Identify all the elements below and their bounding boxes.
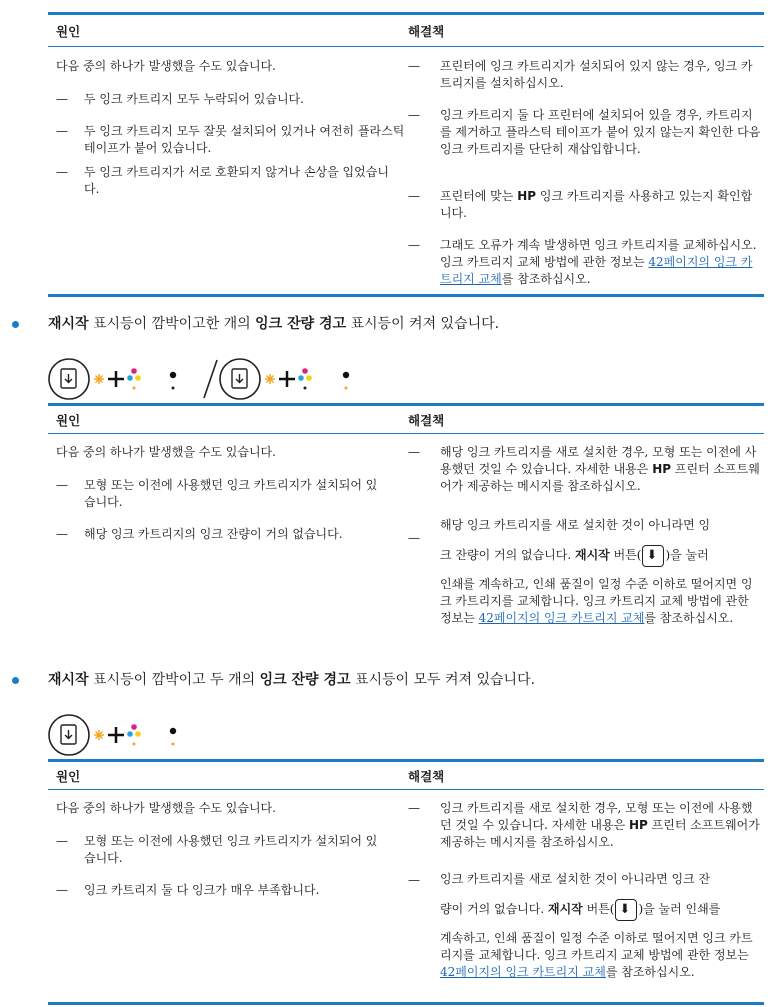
plus-icon	[279, 371, 295, 387]
cause-item: 해당 잉크 카트리지의 잉크 잔량이 거의 없습니다.	[84, 527, 343, 541]
solution-item: 해당 잉크 카트리지를 새로 설치한 경우, 모형 또는 이전에 사용했던 것일 수 있습니다. 자세한 내용은 HP 프린터 소프트웨어가 제공하는 메시지를 참조하십시오.	[440, 445, 760, 493]
dash-icon	[56, 123, 68, 140]
header-solution: 해결책	[408, 24, 445, 39]
dash-icon	[56, 91, 68, 108]
dash-icon	[56, 477, 68, 494]
cause-item: 모형 또는 이전에 사용했던 잉크 카트리지가 설치되어 있습니다.	[84, 834, 378, 865]
dash-icon	[408, 237, 420, 254]
dash-icon	[56, 882, 68, 899]
table-3	[48, 756, 764, 1006]
cause-item: 잉크 카트리지 둘 다 잉크가 매우 부족합니다.	[84, 883, 320, 897]
color-ink-icon	[127, 724, 141, 745]
header-solution: 해결책	[408, 413, 445, 428]
header-rule	[48, 46, 764, 47]
page-link[interactable]: 42페이지의 잉크 카트리지 교체	[440, 965, 606, 979]
solution-item: 잉크 카트리지를 새로 설치한 것이 아니라면 잉크 잔 량이 거의 없습니다. 재시작 버튼(⬇ )을 눌러 인쇄를 계속하고, 인쇄 품질이 일정 수준 이하로 떨어지면 잉크 카트리지를 교체합니다. 잉크 카트리지 교체 방법에 관한 정보는 42페이지의 잉크 카트리지 교체를 참조하십시오.	[440, 864, 762, 981]
cause-item: 모형 또는 이전에 사용했던 잉크 카트리지가 설치되어 있습니다.	[84, 478, 378, 509]
cause-item: 두 잉크 카트리지가 서로 호환되지 않거나 손상을 입었습니다.	[84, 165, 389, 196]
indicator-illustration	[46, 356, 406, 402]
solution-item: 잉크 카트리지를 새로 설치한 경우, 모형 또는 이전에 사용했던 것일 수 있습니다. 자세한 내용은 HP 프린터 소프트웨어가 제공하는 메시지를 참조하십시오.	[440, 801, 760, 849]
bullet	[12, 677, 19, 684]
color-ink-icon	[298, 368, 312, 389]
cause-intro: 다음 중의 하나가 발생했을 수도 있습니다.	[56, 59, 276, 73]
restart-button-icon	[615, 899, 637, 921]
table-top-rule	[48, 12, 764, 15]
blink-burst-icon	[94, 730, 104, 740]
dash-icon	[408, 107, 420, 124]
restart-icon	[220, 359, 260, 399]
solution-item: 프린터에 잉크 카트리지가 설치되어 있지 않는 경우, 잉크 카트리지를 설치하십시오.	[440, 59, 753, 90]
header-cause: 원인	[56, 24, 81, 39]
section-heading: 재시작 표시등이 깜박이고한 개의 잉크 잔량 경고 표시등이 켜져 있습니다.	[48, 316, 500, 332]
table-1	[48, 0, 764, 297]
black-ink-icon	[170, 728, 176, 746]
cause-item: 두 잉크 카트리지 모두 잘못 설치되어 있거나 여전히 플라스틱 테이프가 붙어 있습니다.	[84, 124, 405, 155]
table-2	[48, 400, 764, 645]
restart-icon	[49, 359, 89, 399]
dash-icon	[408, 444, 420, 461]
header-rule	[48, 433, 764, 434]
blink-burst-icon	[265, 374, 275, 384]
table-top-rule	[48, 759, 764, 762]
section-heading: 재시작 표시등이 깜박이고 두 개의 잉크 잔량 경고 표시등이 모두 켜져 있습니다.	[48, 672, 536, 688]
table-bottom-rule	[48, 294, 764, 297]
dash-icon	[408, 58, 420, 75]
cause-intro: 다음 중의 하나가 발생했을 수도 있습니다.	[56, 445, 276, 459]
dash-icon	[56, 833, 68, 850]
header-solution: 해결책	[408, 769, 445, 784]
dash-icon	[408, 530, 420, 547]
plus-icon	[108, 371, 124, 387]
page-link[interactable]: 42페이지의 잉크 카트리지 교체	[440, 255, 753, 286]
plus-icon	[108, 727, 124, 743]
black-ink-icon	[170, 372, 176, 390]
header-cause: 원인	[56, 413, 81, 428]
blink-burst-icon	[94, 374, 104, 384]
header-cause: 원인	[56, 769, 81, 784]
dash-icon	[56, 526, 68, 543]
dash-icon	[408, 188, 420, 205]
dash-icon	[56, 164, 68, 181]
slash-icon	[204, 360, 217, 398]
header-rule	[48, 789, 764, 790]
dash-icon	[408, 800, 420, 817]
indicator-illustration	[46, 712, 226, 758]
cause-intro: 다음 중의 하나가 발생했을 수도 있습니다.	[56, 801, 276, 815]
restart-icon	[49, 715, 89, 755]
solution-item: 프린터에 맞는 HP 잉크 카트리지를 사용하고 있는지 확인합니다.	[440, 189, 753, 220]
page-link[interactable]: 42페이지의 잉크 카트리지 교체	[478, 611, 645, 625]
solution-item: 그래도 오류가 계속 발생하면 잉크 카트리지를 교체하십시오. 잉크 카트리지 교체 방법에 관한 정보는 42페이지의 잉크 카트리지 교체를 참조하십시오.	[440, 238, 757, 286]
solution-item: 잉크 카트리지 둘 다 프린터에 설치되어 있을 경우, 카트리지를 제거하고 플라스틱 테이프가 붙어 있지 않는지 확인한 다음 잉크 카트리지를 단단히 재삽입합니다.	[440, 108, 761, 156]
restart-button-icon	[642, 545, 664, 567]
color-ink-icon	[127, 368, 141, 389]
cause-item: 두 잉크 카트리지 모두 누락되어 있습니다.	[84, 92, 304, 106]
dash-icon	[408, 872, 420, 889]
table-top-rule	[48, 403, 764, 406]
table-bottom-rule	[48, 1002, 764, 1005]
solution-item: 해당 잉크 카트리지를 새로 설치한 것이 아니라면 잉 크 잔량이 거의 없습니다. 재시작 버튼(⬇ )을 눌러 인쇄를 계속하고, 인쇄 품질이 일정 수준 이하로 떨어지면 잉크 카트리지를 교체합니다. 잉크 카트리지 교체 방법에 관한 정보는 42페이지의 잉크 카트리지 교체를 참조하십시오.	[440, 510, 762, 627]
black-ink-icon	[343, 372, 349, 390]
bullet	[12, 321, 19, 328]
